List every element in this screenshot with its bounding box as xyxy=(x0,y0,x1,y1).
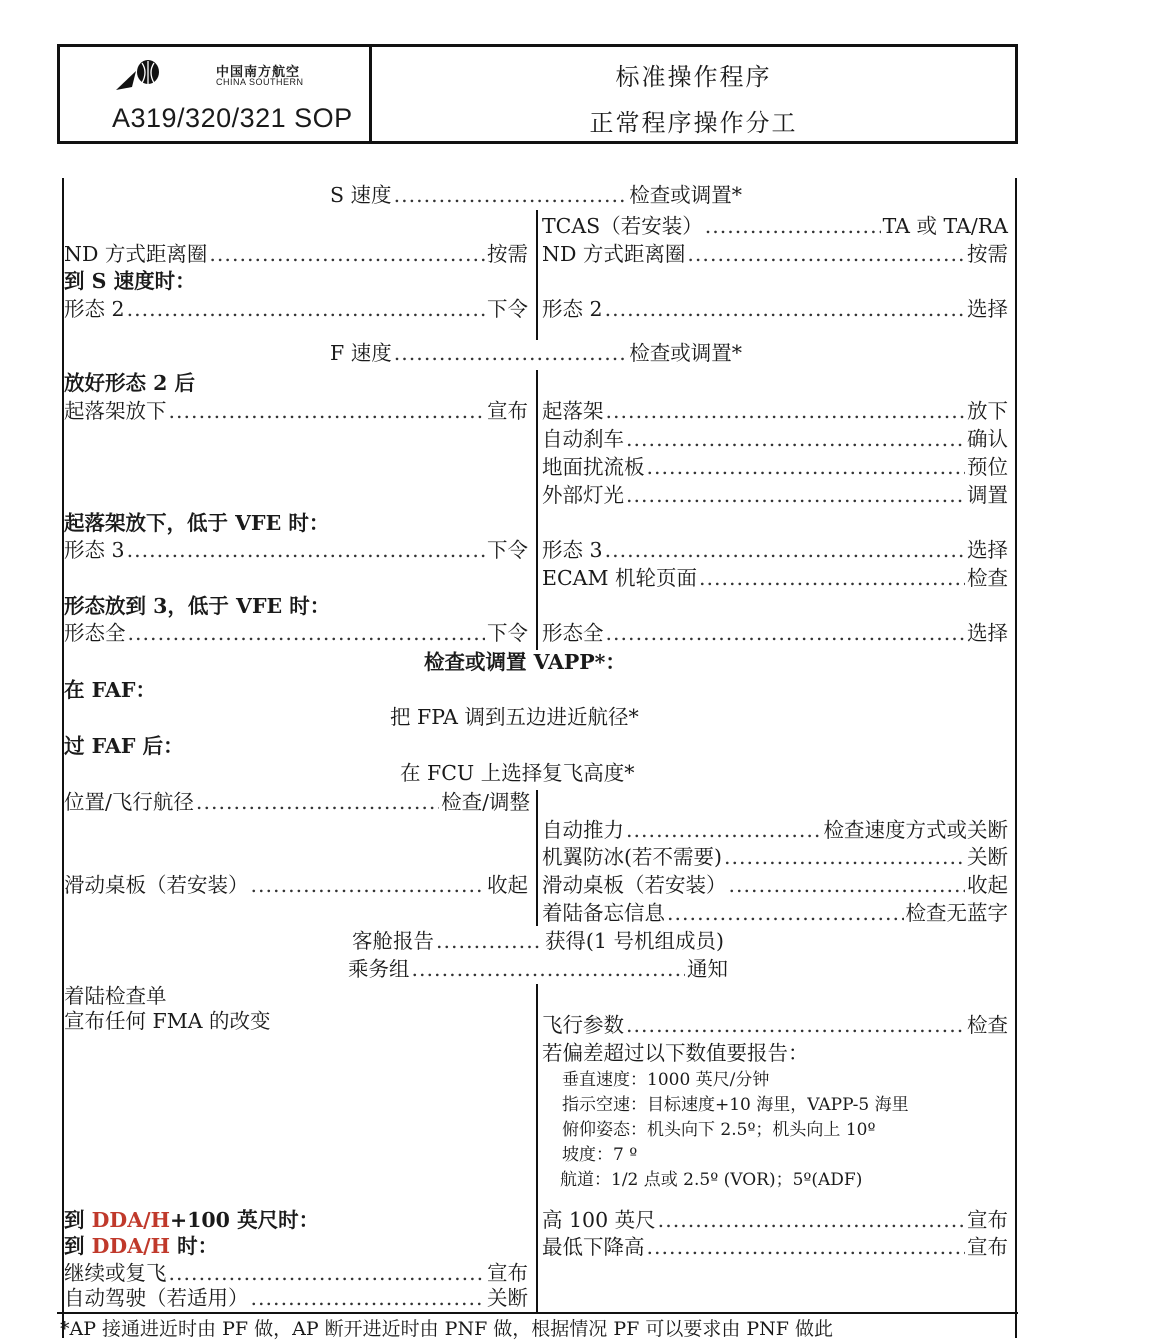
conf-full-pnf-row: 形态全 ..... 选择 xyxy=(542,620,1008,646)
pnf-item-row: 地面扰流板 ..... 预位 xyxy=(542,454,1008,480)
deviation-intro: 若偏差超过以下数值要报告： xyxy=(542,1041,809,1065)
s-speed-row: S 速度 ..... 检查或调置* xyxy=(330,182,742,208)
column-divider xyxy=(536,790,538,926)
deviation-item: 垂直速度：1000 英尺/分钟 xyxy=(562,1070,770,1090)
slide-table-pf-row: 滑动桌板（若安装） ..... 收起 xyxy=(64,872,528,898)
conf2-pnf-row: 形态 2 ..... 选择 xyxy=(542,296,1008,322)
company-name-en: CHINA SOUTHERN xyxy=(216,77,304,87)
conf-full-pf-row: 形态全 ..... 下令 xyxy=(64,620,528,646)
company-name-cn: 中国南方航空 xyxy=(216,65,301,80)
autopilot-row: 自动驾驶（若适用） ..... 关断 xyxy=(64,1285,528,1311)
doc-title: 标准操作程序 xyxy=(615,63,772,91)
ecam-wheel-row: ECAM 机轮页面 ..... 检查 xyxy=(542,565,1008,591)
crew-row: 乘务组 ..... 通知 xyxy=(348,956,728,982)
gear-down-vfe-heading: 起落架放下，低于 VFE 时： xyxy=(64,511,330,535)
position-path-row: 位置/飞行航径 ..... 检查/调整 xyxy=(64,789,530,815)
autothrust-row: 自动推力 ..... 检查速度方式或关断 xyxy=(542,817,1008,843)
flight-params-row: 飞行参数 ..... 检查 xyxy=(542,1012,1008,1038)
column-divider xyxy=(536,984,538,1314)
tcas-row: TCAS（若安装） ..... TA 或 TA/RA xyxy=(542,213,1008,239)
at-faf-heading: 在 FAF： xyxy=(64,678,156,702)
column-divider xyxy=(536,210,538,340)
aircraft-model: A319/320/321 SOP xyxy=(112,103,353,133)
pnf-item-row: 起落架 ..... 放下 xyxy=(542,398,1008,424)
f-speed-row: F 速度 ..... 检查或调置* xyxy=(330,340,742,366)
set-ga-alt-text: 在 FCU 上选择复飞高度* xyxy=(400,761,635,785)
wing-anti-ice-row: 机翼防冰(若不需要) ..... 关断 xyxy=(542,844,1008,870)
conf3-pf-row: 形态 3 ..... 下令 xyxy=(64,537,528,563)
gear-down-pf-row: 起落架放下 ..... 宣布 xyxy=(64,398,528,424)
at-s-speed-heading: 到 S 速度时： xyxy=(64,269,196,293)
header-box xyxy=(57,44,1018,144)
cabin-report-row: 客舱报告 ..... 获得(1 号机组成员) xyxy=(352,928,724,954)
deviation-item: 航道：1/2 点或 2.5º (VOR)；5º(ADF) xyxy=(560,1170,863,1190)
minimum-row: 最低下降高 ..... 宣布 xyxy=(542,1234,1008,1260)
dda-heading: 到 DDA/H 时： xyxy=(64,1234,219,1258)
announce-fma-text: 宣布任何 FMA 的改变 xyxy=(64,1009,271,1033)
slide-table-pnf-row: 滑动桌板（若安装） ..... 收起 xyxy=(542,872,1008,898)
continue-ga-row: 继续或复飞 ..... 宣布 xyxy=(64,1260,528,1286)
column-divider xyxy=(536,370,538,650)
vapp-heading: 检查或调置 VAPP*： xyxy=(424,650,626,674)
hundred-above-row: 高 100 英尺 ..... 宣布 xyxy=(542,1207,1008,1233)
landing-memo-row: 着陆备忘信息 ..... 检查无蓝字 xyxy=(542,900,1008,926)
nd-range-pf-row: ND 方式距离圈 ..... 按需 xyxy=(64,241,528,267)
conf3-pnf-row: 形态 3 ..... 选择 xyxy=(542,537,1008,563)
doc-subtitle: 正常程序操作分工 xyxy=(589,109,798,137)
set-fpa-text: 把 FPA 调到五边进近航径* xyxy=(390,705,639,729)
conf3-vfe-heading: 形态放到 3，低于 VFE 时： xyxy=(64,594,331,618)
pnf-item-row: 外部灯光 ..... 调置 xyxy=(542,482,1008,508)
dda-plus-100-heading: 到 DDA/H+100 英尺时： xyxy=(64,1208,320,1232)
after-faf-heading: 过 FAF 后： xyxy=(64,734,184,758)
landing-checklist-text: 着陆检查单 xyxy=(64,984,167,1008)
deviation-item: 指示空速：目标速度+10 海里，VAPP-5 海里 xyxy=(562,1095,909,1115)
conf2-pf-row: 形态 2 ..... 下令 xyxy=(64,296,528,322)
airline-logo-icon xyxy=(114,57,164,93)
nd-range-pnf-row: ND 方式距离圈 ..... 按需 xyxy=(542,241,1008,267)
footnote: *AP 接通进近时由 PF 做，AP 断开进近时由 PNF 做，根据情况 PF 可以要求由 PNF 做此 xyxy=(60,1318,834,1340)
deviation-item: 俯仰姿态：机头向下 2.5º；机头向上 10º xyxy=(562,1120,876,1140)
pnf-item-row: 自动刹车 ..... 确认 xyxy=(542,426,1008,452)
after-conf2-heading: 放好形态 2 后 xyxy=(64,371,196,395)
deviation-item: 坡度：7 º xyxy=(562,1145,638,1165)
